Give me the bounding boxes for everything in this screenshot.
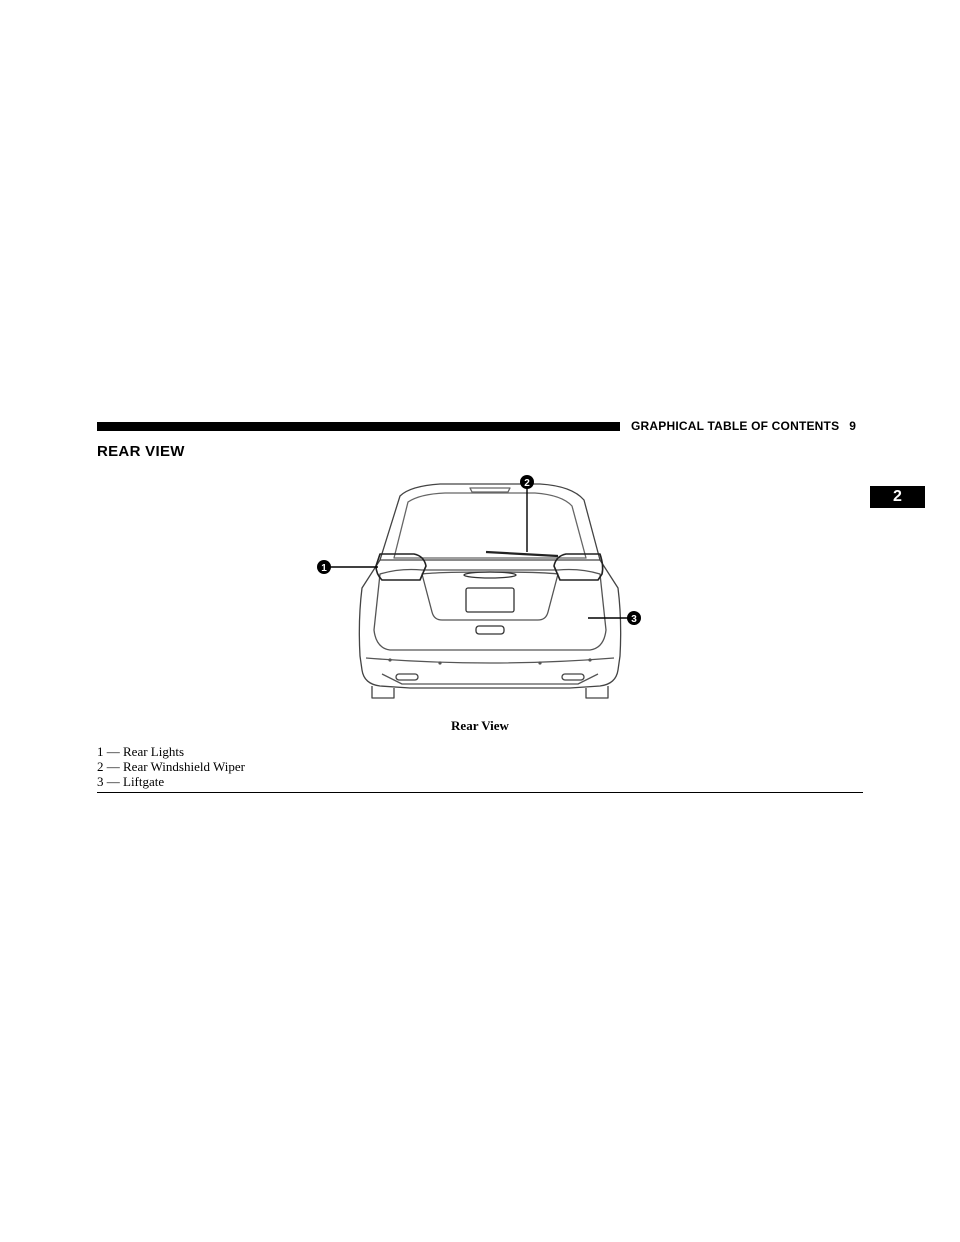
footer-rule [97, 792, 863, 793]
callout-2-label: 2 [524, 478, 530, 489]
section-title: REAR VIEW [97, 443, 185, 460]
left-exhaust [396, 674, 418, 680]
header-section-title: GRAPHICAL TABLE OF CONTENTS [631, 419, 840, 433]
left-wheel [372, 686, 394, 698]
page-number: 9 [849, 419, 857, 433]
plate-recess [422, 572, 558, 620]
liftgate-outline [374, 570, 606, 651]
bumper [366, 658, 614, 663]
license-plate [466, 588, 514, 612]
legend-list [97, 744, 245, 789]
legend-item: 2 — Rear Windshield Wiper [97, 759, 245, 774]
right-wheel [586, 686, 608, 698]
liftgate-handle [476, 626, 504, 634]
wiper-blade [486, 552, 558, 556]
callout-1-label: 1 [321, 563, 327, 574]
rear-view-illustration [310, 470, 650, 700]
spoiler [470, 488, 510, 492]
legend-item: 3 — Liftgate [97, 774, 165, 789]
running-header [631, 419, 856, 433]
callout-3-label: 3 [631, 614, 637, 625]
rear-glass [394, 493, 586, 558]
bumper-lower [382, 674, 598, 684]
header-bar [97, 422, 620, 431]
figure-caption: Rear View [451, 718, 509, 733]
emblem [464, 572, 516, 578]
roof-outline [380, 484, 600, 560]
legend-item: 1 — Rear Lights [97, 744, 185, 759]
right-exhaust [562, 674, 584, 680]
chapter-tab[interactable]: 2 [870, 486, 925, 508]
